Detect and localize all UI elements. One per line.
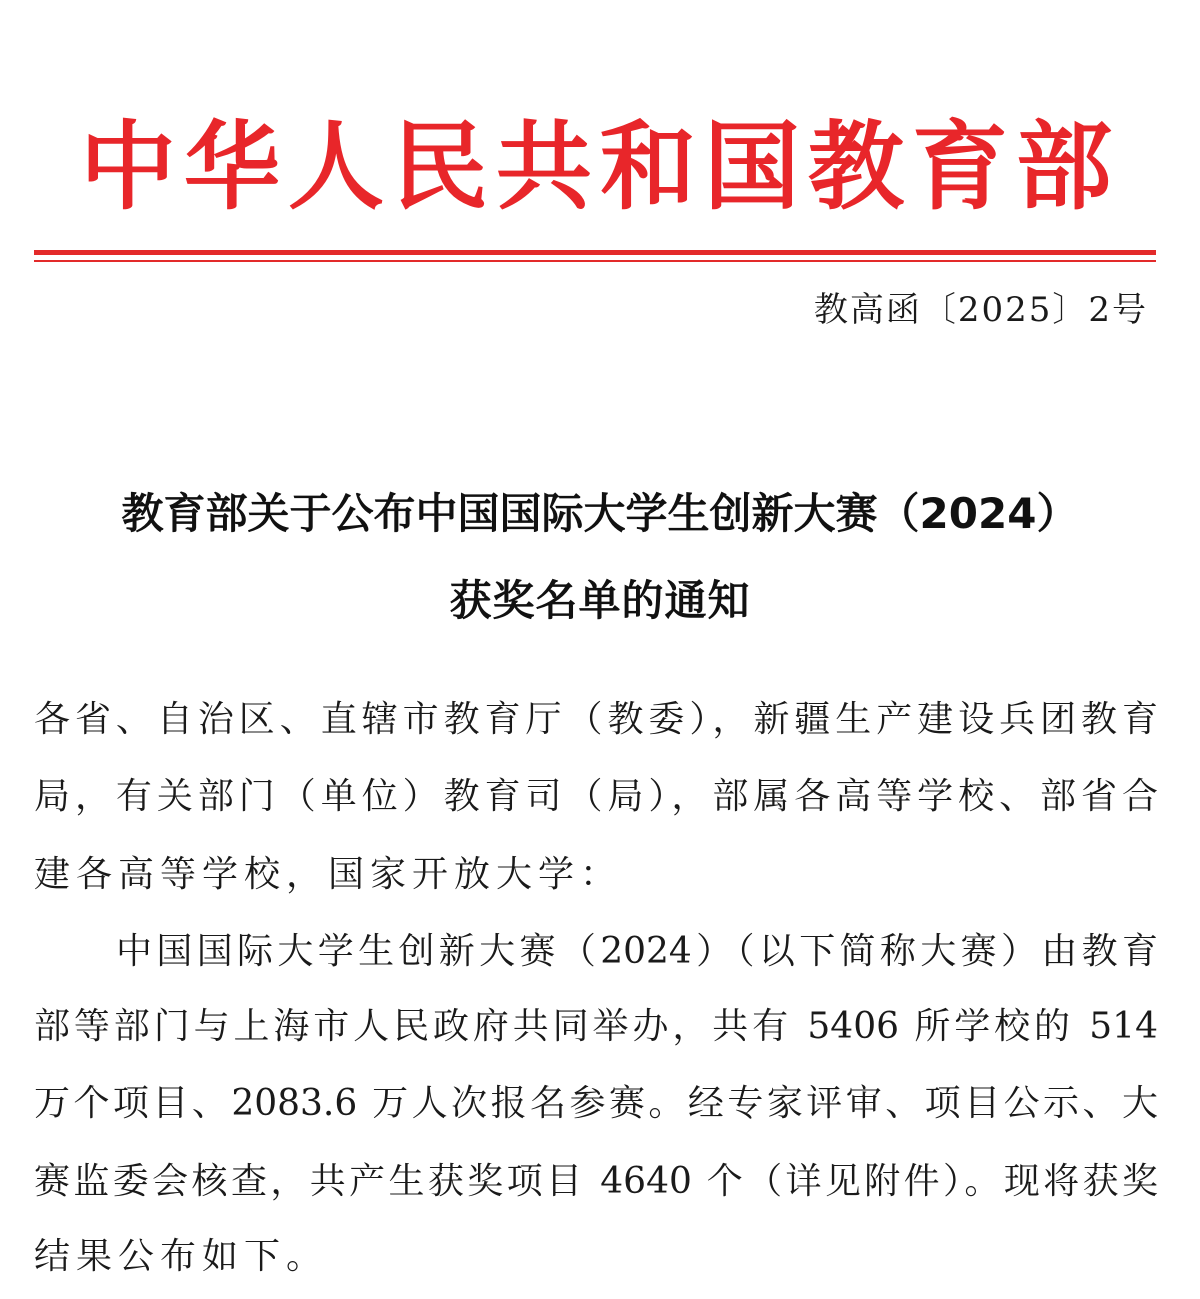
document-title-line-1: 教育部关于公布中国国际大学生创新大赛（2024） bbox=[121, 489, 1079, 538]
paragraph-line-2: 部等部门与上海市人民政府共同举办，共有 5406 所学校的 514 bbox=[34, 1006, 1158, 1047]
header-red-rule-thick bbox=[34, 250, 1156, 255]
document-number: 教高函〔2025〕2号 bbox=[813, 290, 1148, 330]
document-title-line-2: 获奖名单的通知 bbox=[449, 576, 751, 625]
addressee-line-3: 建各高等学校，国家开放大学： bbox=[34, 854, 623, 895]
paragraph-line-1: 中国国际大学生创新大赛（2024）（以下简称大赛）由教育 bbox=[116, 931, 1158, 972]
paragraph-line-5: 结果公布如下。 bbox=[34, 1236, 329, 1277]
paragraph-line-3: 万个项目、2083.6 万人次报名参赛。经专家评审、项目公示、大 bbox=[34, 1083, 1158, 1124]
addressee-line-2: 局，有关部门（单位）教育司（局），部属各高等学校、部省合 bbox=[34, 776, 1158, 817]
paragraph-line-4: 赛监委会核查，共产生获奖项目 4640 个（详见附件）。现将获奖 bbox=[34, 1161, 1158, 1202]
addressee-line-1: 各省、自治区、直辖市教育厅（教委），新疆生产建设兵团教育 bbox=[34, 699, 1158, 740]
issuing-organization-header: 中华人民共和国教育部 bbox=[80, 111, 1120, 223]
header-red-rule-thin bbox=[34, 260, 1156, 262]
